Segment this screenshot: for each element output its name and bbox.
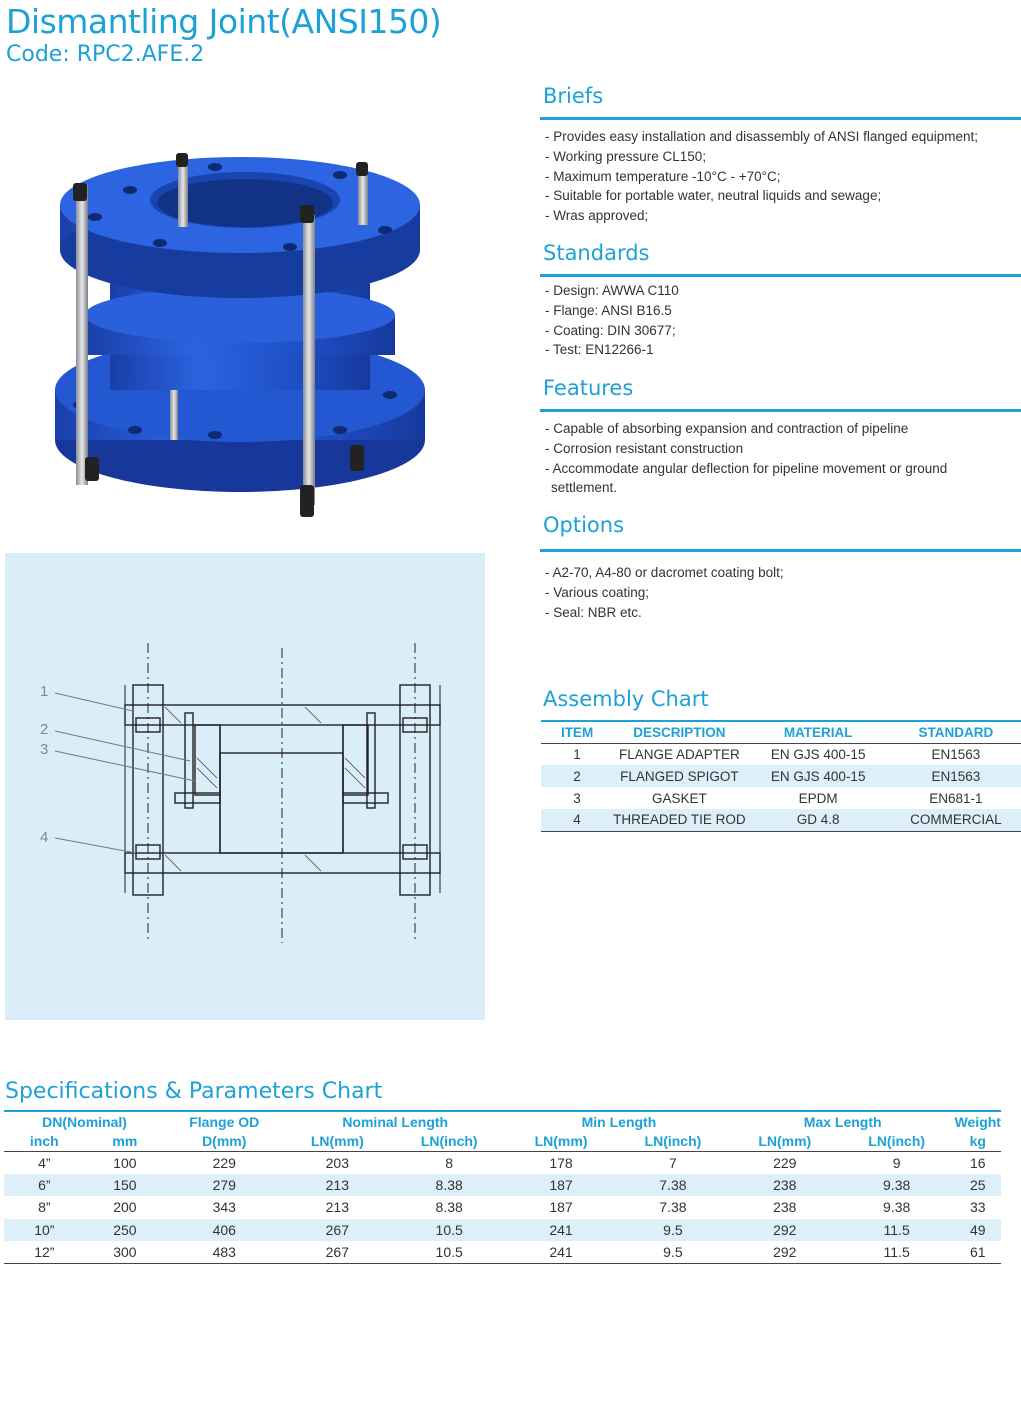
table-cell: 187 bbox=[507, 1174, 615, 1197]
table-cell: 229 bbox=[212, 1154, 236, 1171]
table-cell: 7.38 bbox=[659, 1199, 687, 1216]
list-item: - A2-70, A4-80 or dacromet coating bolt; bbox=[545, 565, 784, 580]
table-cell: THREADED TIE ROD bbox=[613, 809, 746, 831]
table-header-row bbox=[541, 721, 1021, 743]
table-cell: 250 bbox=[85, 1219, 166, 1242]
features-list bbox=[545, 419, 1021, 498]
table-cell: 49 bbox=[955, 1219, 1001, 1242]
table-cell: 300 bbox=[85, 1241, 166, 1264]
list-item: - Provides easy installation and disassembly of ANSI flanged equipment; bbox=[545, 129, 978, 144]
assembly-heading: Assembly Chart bbox=[543, 687, 709, 711]
options-heading: Options bbox=[543, 513, 625, 537]
product-photo bbox=[40, 145, 440, 540]
technical-drawing bbox=[5, 553, 485, 1020]
column-group-header: Nominal Length bbox=[283, 1111, 507, 1131]
assembly-table bbox=[541, 720, 1021, 832]
table-cell: 213 bbox=[325, 1199, 349, 1216]
table-row bbox=[4, 1151, 1001, 1174]
table-cell: 8.38 bbox=[435, 1199, 463, 1216]
list-item: - Wras approved; bbox=[545, 208, 649, 224]
list-item: - Accommodate angular deflection for pipeline movement or ground settlement. bbox=[545, 460, 948, 496]
table-cell: 178 bbox=[549, 1154, 573, 1171]
column-header: LN(mm) bbox=[283, 1131, 391, 1151]
column-group-header: Max Length bbox=[731, 1111, 955, 1131]
column-header: DESCRIPTION bbox=[613, 721, 746, 743]
table-cell: 203 bbox=[325, 1154, 349, 1171]
table-row bbox=[541, 765, 1021, 787]
column-header: MATERIAL bbox=[746, 721, 891, 743]
page-title: Dismantling Joint(ANSI150) bbox=[6, 2, 442, 41]
features-rule bbox=[540, 409, 1021, 412]
table-cell: 4” bbox=[38, 1154, 51, 1171]
list-item: - Capable of absorbing expansion and contraction of pipeline bbox=[545, 421, 909, 436]
table-cell: 16 bbox=[969, 1154, 986, 1171]
table-cell: 267 bbox=[283, 1241, 391, 1264]
column-header: STANDARD bbox=[891, 721, 1021, 743]
column-group-header: Min Length bbox=[507, 1111, 731, 1131]
table-cell: COMMERCIAL bbox=[891, 809, 1021, 831]
table-cell: 279 bbox=[165, 1174, 283, 1197]
table-cell: 11.5 bbox=[839, 1241, 955, 1264]
list-item: - Flange: ANSI B16.5 bbox=[545, 302, 672, 318]
table-cell: 10” bbox=[4, 1219, 85, 1242]
table-cell: 8 bbox=[445, 1154, 454, 1171]
table-cell: 10.5 bbox=[391, 1219, 507, 1242]
options-list bbox=[545, 563, 1021, 622]
briefs-list bbox=[545, 127, 1021, 226]
column-header: LN(inch) bbox=[615, 1131, 731, 1151]
table-header-row bbox=[4, 1131, 1001, 1151]
table-cell: 241 bbox=[507, 1219, 615, 1242]
briefs-rule bbox=[540, 117, 1021, 120]
table-cell: 9.38 bbox=[839, 1174, 955, 1197]
table-cell: 100 bbox=[113, 1154, 137, 1171]
table-row bbox=[541, 787, 1021, 809]
column-header: kg bbox=[955, 1131, 1001, 1151]
table-cell: 9.38 bbox=[883, 1199, 911, 1216]
table-cell: 7.38 bbox=[615, 1174, 731, 1197]
features-heading: Features bbox=[543, 376, 634, 400]
table-group-header-row bbox=[4, 1111, 1001, 1131]
table-cell: 267 bbox=[283, 1219, 391, 1242]
table-cell: GASKET bbox=[652, 790, 707, 806]
list-item: - Coating: DIN 30677; bbox=[545, 322, 676, 338]
table-cell: 4 bbox=[541, 809, 613, 831]
list-item: - Test: EN12266-1 bbox=[545, 342, 654, 358]
list-item: - Various coating; bbox=[545, 584, 650, 600]
column-header: mm bbox=[85, 1131, 166, 1151]
table-cell: 229 bbox=[773, 1154, 797, 1171]
table-cell: 406 bbox=[165, 1219, 283, 1242]
standards-list bbox=[545, 281, 1021, 360]
list-item: - Seal: NBR etc. bbox=[545, 604, 642, 620]
column-header: LN(inch) bbox=[839, 1131, 955, 1151]
table-cell: 11.5 bbox=[839, 1219, 955, 1242]
table-row bbox=[541, 743, 1021, 765]
specs-heading: Specifications & Parameters Chart bbox=[5, 1079, 383, 1104]
table-cell: 3 bbox=[573, 790, 581, 806]
column-header: LN(mm) bbox=[507, 1131, 615, 1151]
table-cell: 187 bbox=[549, 1199, 573, 1216]
column-header: LN(mm) bbox=[731, 1131, 839, 1151]
column-group-header: Flange OD bbox=[165, 1111, 283, 1131]
callout-2: 2 bbox=[40, 721, 49, 738]
table-cell: 33 bbox=[969, 1199, 986, 1216]
table-cell: 10.5 bbox=[391, 1241, 507, 1264]
column-group-header: DN(Nominal) bbox=[4, 1111, 165, 1131]
standards-rule bbox=[540, 274, 1021, 277]
table-cell: 8.38 bbox=[391, 1174, 507, 1197]
table-cell: 6” bbox=[4, 1174, 85, 1197]
table-cell: 8” bbox=[38, 1199, 51, 1216]
table-cell: 25 bbox=[955, 1174, 1001, 1197]
table-cell: GD 4.8 bbox=[746, 809, 891, 831]
list-item: - Suitable for portable water, neutral liquids and sewage; bbox=[545, 188, 882, 204]
table-cell: 9.5 bbox=[615, 1241, 731, 1264]
table-cell: EN GJS 400-15 bbox=[746, 765, 891, 787]
table-cell: EPDM bbox=[798, 790, 838, 806]
table-row bbox=[4, 1196, 1001, 1219]
table-row bbox=[4, 1219, 1001, 1242]
table-cell: 343 bbox=[212, 1199, 236, 1216]
table-cell: 241 bbox=[507, 1241, 615, 1264]
table-row bbox=[541, 809, 1021, 831]
table-cell: FLANGED SPIGOT bbox=[613, 765, 746, 787]
table-cell: 61 bbox=[955, 1241, 1001, 1264]
callout-3: 3 bbox=[40, 741, 49, 758]
table-cell: 7 bbox=[669, 1154, 677, 1171]
options-rule bbox=[540, 549, 1021, 552]
callout-4: 4 bbox=[40, 829, 49, 846]
specs-table bbox=[4, 1110, 1001, 1264]
column-header: inch bbox=[4, 1131, 85, 1151]
column-header: LN(inch) bbox=[391, 1131, 507, 1151]
table-cell: 1 bbox=[573, 746, 581, 762]
list-item: - Maximum temperature -10°C - +70°C; bbox=[545, 168, 781, 184]
column-header: D(mm) bbox=[165, 1131, 283, 1151]
table-cell: FLANGE ADAPTER bbox=[618, 746, 740, 762]
table-cell: 2 bbox=[541, 765, 613, 787]
table-cell: 483 bbox=[165, 1241, 283, 1264]
table-cell: 150 bbox=[85, 1174, 166, 1197]
table-cell: 9.5 bbox=[615, 1219, 731, 1242]
briefs-heading: Briefs bbox=[543, 84, 604, 108]
table-row bbox=[4, 1241, 1001, 1264]
table-cell: 238 bbox=[731, 1174, 839, 1197]
table-cell: 12” bbox=[4, 1241, 85, 1264]
product-code: Code: RPC2.AFE.2 bbox=[6, 42, 205, 67]
table-cell: 292 bbox=[731, 1241, 839, 1264]
table-row bbox=[4, 1174, 1001, 1197]
table-cell: 9 bbox=[892, 1154, 901, 1171]
table-cell: EN681-1 bbox=[929, 790, 983, 806]
table-cell: 238 bbox=[773, 1199, 797, 1216]
callout-1: 1 bbox=[40, 683, 49, 700]
table-cell: EN GJS 400-15 bbox=[770, 746, 866, 762]
table-cell: 200 bbox=[113, 1199, 137, 1216]
list-item: - Corrosion resistant construction bbox=[545, 440, 744, 456]
table-cell: EN1563 bbox=[931, 746, 981, 762]
standards-heading: Standards bbox=[543, 241, 650, 265]
list-item: - Working pressure CL150; bbox=[545, 148, 707, 164]
list-item: - Design: AWWA C110 bbox=[545, 283, 679, 298]
table-cell: 292 bbox=[731, 1219, 839, 1242]
table-cell: EN1563 bbox=[891, 765, 1021, 787]
column-header: ITEM bbox=[541, 721, 613, 743]
column-group-header: Weight bbox=[955, 1111, 1001, 1131]
table-cell: 213 bbox=[283, 1174, 391, 1197]
